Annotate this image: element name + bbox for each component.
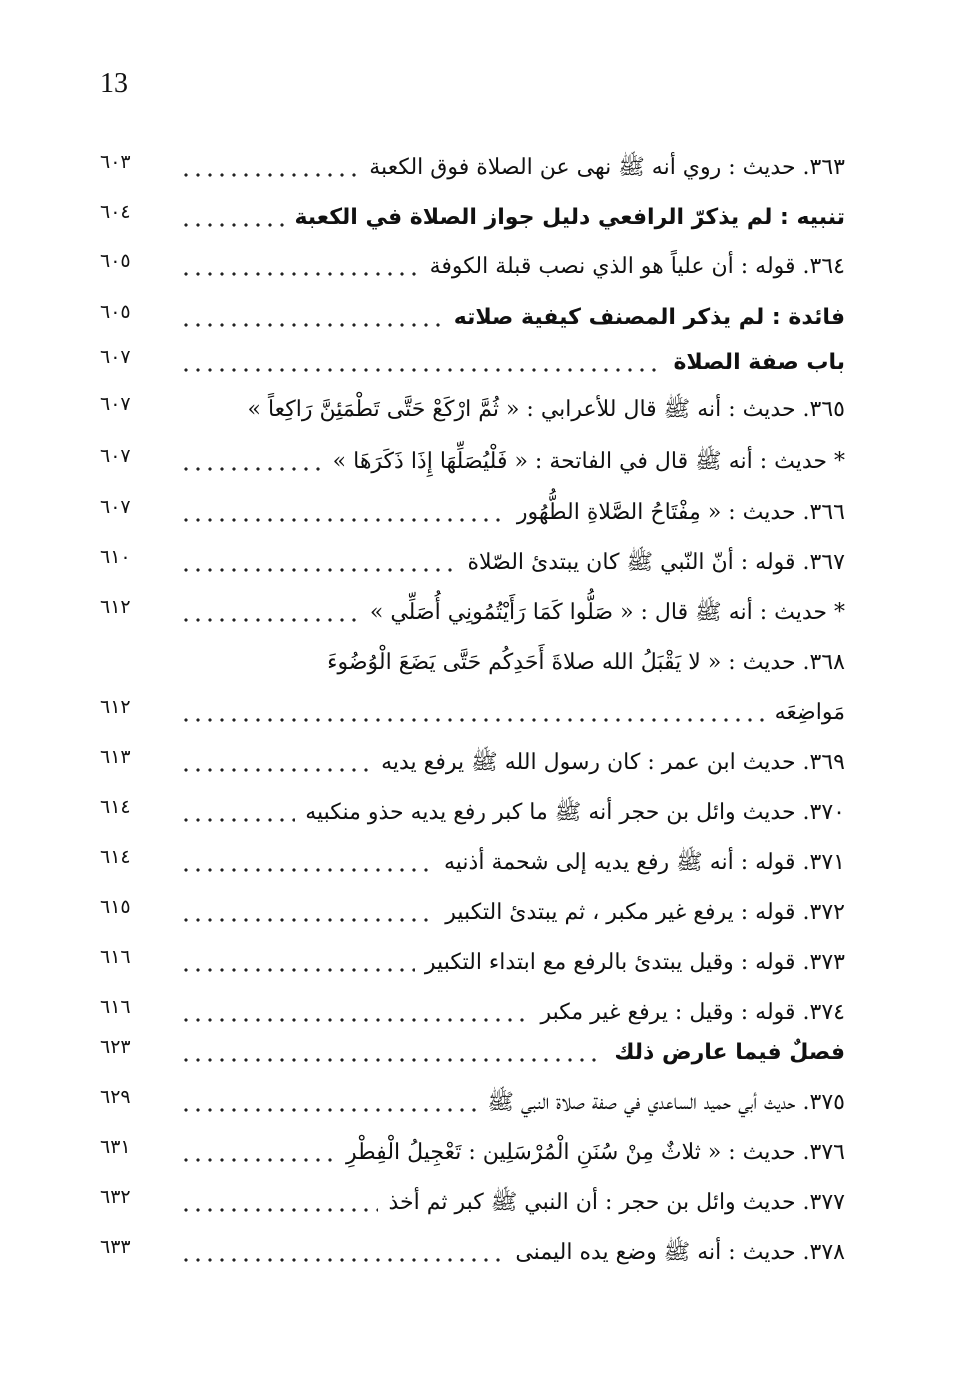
toc-page-number: ٦٣٢: [100, 1186, 131, 1208]
toc-page-number: ٦١٤: [100, 846, 131, 868]
toc-dot-leader: [180, 1141, 336, 1165]
toc-page-number: ٦٠٧: [100, 445, 131, 467]
toc-row: [100, 1233, 845, 1273]
toc-page-number: ٦١٢: [100, 696, 131, 718]
toc-row: [100, 893, 845, 933]
toc-page-number: ٦٠٥: [100, 250, 131, 272]
toc-entry-text: * حديث : أنه ﷺ قال في الفاتحة : « فَلْيُصَلِّهَا إِذَا ذَكَرَهَا »: [332, 449, 845, 474]
toc-dot-leader: [180, 601, 360, 625]
toc-row: [100, 793, 845, 833]
toc-row: [100, 198, 845, 238]
toc-page-number: ٦٠٥: [100, 301, 131, 323]
toc-entry-text: * حديث : أنه ﷺ قال : « صَلُّوا كَمَا رَأَيْتُمُونِي أُصَلِّي »: [369, 600, 845, 625]
toc-dot-leader: [180, 851, 434, 875]
toc-row: [100, 1083, 845, 1123]
toc-dot-leader: [180, 901, 435, 925]
toc-row: [100, 1133, 845, 1173]
toc-page-number: ٦٠٧: [100, 496, 131, 518]
toc-section-heading: باب صفة الصلاة: [673, 350, 845, 375]
toc-dot-leader: [180, 1091, 477, 1115]
toc-entry-text: ٣٦٦. حديث : « مِفْتَاحُ الصَّلاةِ الطُّهُور: [516, 500, 845, 525]
toc-dot-leader: [180, 501, 507, 525]
toc-page-number: ٦٢٩: [100, 1086, 131, 1108]
toc-page-number: ٦١٥: [100, 896, 131, 918]
toc-page-number: ٦٠٧: [100, 346, 131, 368]
toc-entry-text: ٣٧٦. حديث : « ثلاثٌ مِنْ سُنَنِ الْمُرْسَلِين : تَعْجِيلُ الْفِطْرِ: [346, 1140, 845, 1165]
page-number: 13: [100, 68, 128, 99]
toc-dot-leader: [180, 206, 284, 230]
toc-page-number: ٦٣١: [100, 1136, 131, 1158]
toc-dot-leader: [180, 255, 420, 279]
toc-dot-leader: [180, 551, 457, 575]
toc-dot-leader: [180, 156, 359, 180]
toc-entry-text: ٣٧٢. قوله : يرفع غير مكبر ، ثم يبتدئ التكبير: [445, 900, 845, 925]
toc-entry-text: ٣٦٧. قوله : أنّ النّبي ﷺ كان يبتدئ الصّلاة: [467, 550, 845, 575]
toc-dot-leader: [180, 751, 371, 775]
toc-dot-leader: [180, 951, 415, 975]
toc-entry-text: ٣٦٤. قوله : أن علياً هو الذي نصب قبلة الكوفة: [429, 254, 845, 279]
toc-dot-leader: [180, 701, 765, 725]
toc-dot-leader: [180, 351, 663, 375]
toc-dot-leader: [180, 398, 237, 422]
toc-entry-text: ٣٦٣. حديث : روي أنه ﷺ نهى عن الصلاة فوق الكعبة: [369, 155, 845, 180]
toc-section-heading: فصلٌ فيما عارض ذلك: [614, 1040, 845, 1065]
toc-row: [100, 148, 845, 188]
toc-dot-leader: [180, 1191, 378, 1215]
toc-row: [100, 343, 845, 383]
toc-row: [100, 643, 845, 683]
toc-entry-text: ٣٧٧. حديث وائل بن حجر : أن النبي ﷺ كبر ثم أخذ: [388, 1190, 845, 1215]
toc-dot-leader: [180, 1241, 505, 1265]
toc-dot-leader: [180, 306, 444, 330]
toc-entry-text: ٣٧١. قوله : أنه ﷺ رفع يديه إلى شحمة أذنيه: [444, 850, 845, 875]
toc-entry-text: ٣٦٥. حديث : أنه ﷺ قال للأعرابي : « ثُمَّ ارْكَعْ حَتَّى تَطْمَئِنَّ رَاكِعاً »: [247, 397, 845, 422]
toc-entry-text: ٣٧٨. حديث : أنه ﷺ وضع يده اليمنى: [515, 1240, 845, 1265]
toc-dot-leader: [180, 801, 295, 825]
toc-page-number: ٦٣٣: [100, 1236, 131, 1258]
toc-row: [100, 493, 845, 533]
toc-row: [100, 390, 845, 430]
toc-page-number: ٦١٢: [100, 596, 131, 618]
toc-row: [100, 442, 845, 482]
toc-page-number: ٦٢٣: [100, 1036, 131, 1058]
toc-page-number: ٦١٣: [100, 746, 131, 768]
toc-entry-text: ٣٦٨. حديث : « لا يَقْبَلُ الله صلاةَ أَحَدِكُم حَتَّى يَضَعَ الْوُضُوءَ: [327, 650, 845, 675]
toc-entry-text: فائدة : لم يذكر المصنف كيفية صلاته: [453, 305, 845, 330]
toc-page-number: ٦١٦: [100, 996, 131, 1018]
toc-page-number: ٦١٦: [100, 946, 131, 968]
toc-row: [100, 693, 845, 733]
toc-row: [100, 1033, 845, 1073]
toc-row: [100, 543, 845, 583]
toc-page-number: [100, 643, 170, 645]
toc-row: [100, 247, 845, 287]
toc-row: [100, 298, 845, 338]
toc-dot-leader: [180, 1041, 604, 1065]
toc-entry-text: مَواضِعَه: [774, 700, 845, 725]
toc-entry-text: ٣٧٣. قوله : وقيل يبتدئ بالرفع مع ابتداء التكبير: [424, 950, 845, 975]
toc-page-number: ٦٠٧: [100, 393, 131, 415]
toc-entry-text: ٣٧٠. حديث وائل بن حجر أنه ﷺ ما كبر رفع يديه حذو منكبيه: [305, 800, 845, 825]
toc-row: [100, 843, 845, 883]
toc-dot-leader: [180, 1001, 530, 1025]
toc-page-number: ٦٠٣: [100, 151, 131, 173]
toc-entry-text: ٣٦٩. حديث ابن عمر : كان رسول الله ﷺ يرفع يديه: [381, 750, 845, 775]
toc-row: [100, 1183, 845, 1223]
toc-page-number: ٦٠٤: [100, 201, 131, 223]
toc-entry-text: ٣٧٤. قوله : وقيل : يرفع غير مكبر: [540, 1000, 845, 1025]
toc-row: [100, 743, 845, 783]
toc-dot-leader: [180, 450, 323, 474]
toc-row: [100, 993, 845, 1033]
toc-row: [100, 943, 845, 983]
toc-row: [100, 593, 845, 633]
toc-entry-text: تنبيه : لم يذكرّ الرافعي دليل جواز الصلاة في الكعبة: [294, 205, 845, 230]
toc-entry-text: ٣٧٥. حديث أبي حميد الساعدي في صفة صلاة النبي ﷺ: [487, 1090, 845, 1115]
toc-dot-leader: [180, 651, 317, 675]
toc-page-number: ٦١٤: [100, 796, 131, 818]
toc-page-number: ٦١٠: [100, 546, 131, 568]
